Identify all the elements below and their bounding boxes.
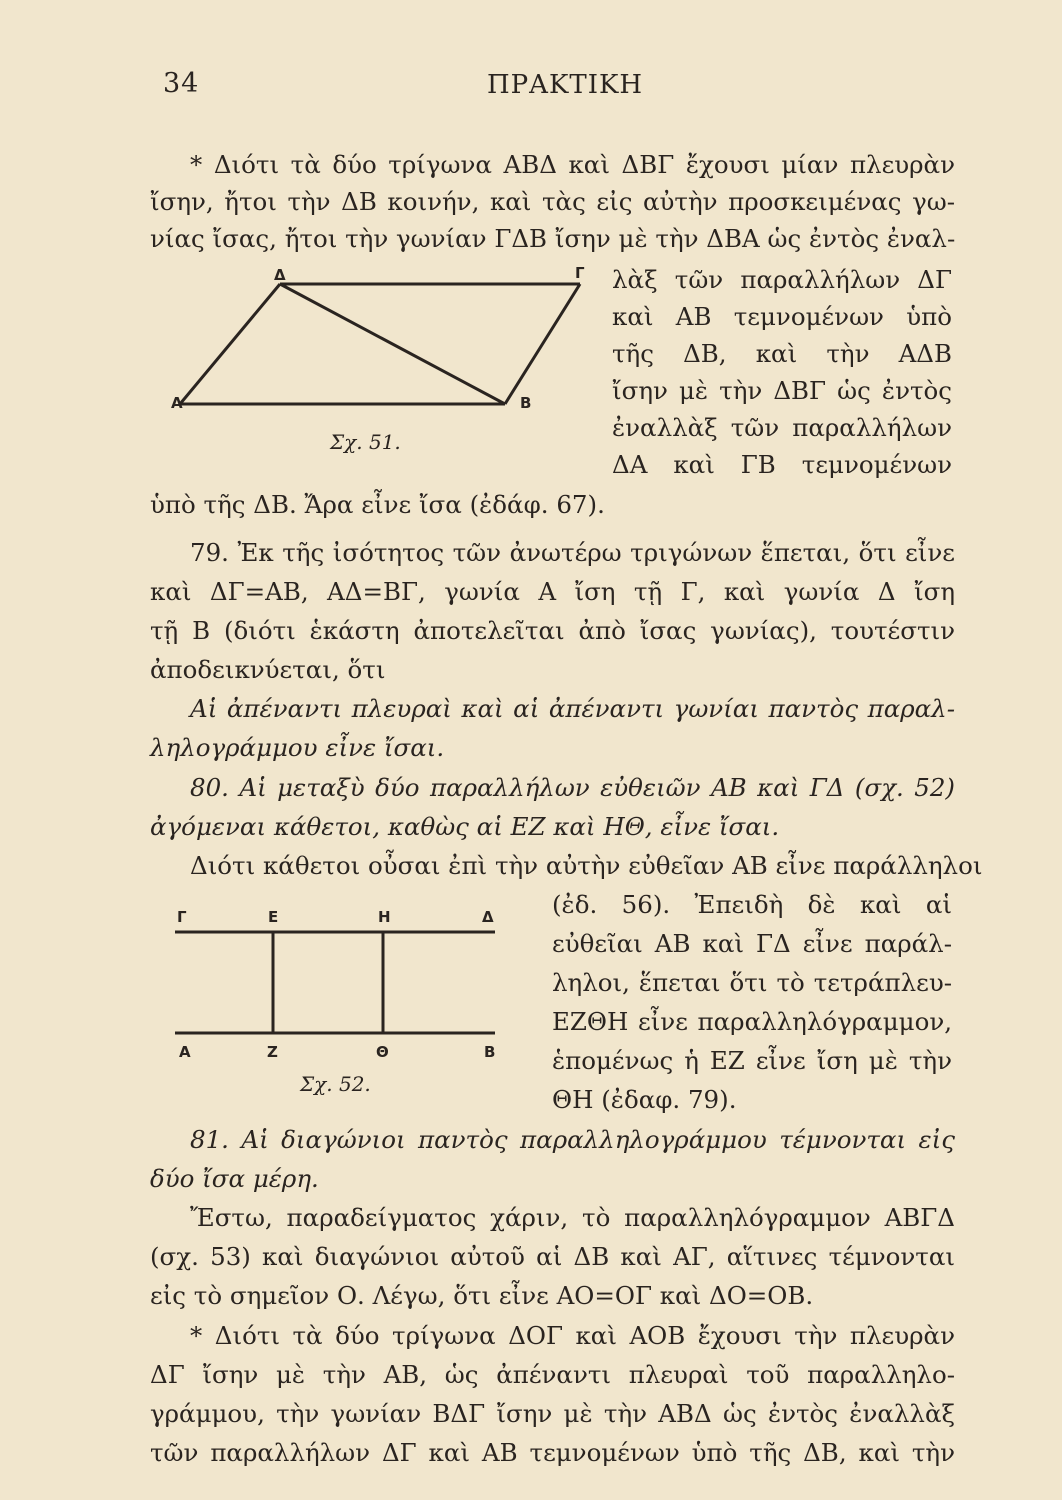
text-line: ὑπὸ τῆς ΔΒ. Ἄρα εἶνε ἴσα (ἐδάφ. 67).: [150, 490, 605, 519]
text-line: * Διότι τὰ δύο τρίγωνα ΔΟΓ καὶ ΑΟΒ ἔχουσι τὴν πλευρὰν: [190, 1321, 955, 1350]
text-line: ἴσην μὲ τὴν ΔΒΓ ὡς ἐντὸς: [612, 376, 952, 405]
fig52-label-eta: Η: [378, 908, 391, 926]
text-line: τῆς ΔΒ, καὶ τὴν ΑΔΒ: [612, 339, 952, 368]
fig51-label-delta: Δ: [274, 266, 286, 284]
text-line: ΔΑ καὶ ΓΒ τεμνομένων: [612, 450, 952, 479]
text-line: ΘΗ (ἐδαφ. 79).: [552, 1085, 737, 1114]
text-line: τῇ Β (διότι ἑκάστη ἀποτελεῖται ἀπὸ ἴσας γωνίας), τουτέστιν: [150, 616, 955, 645]
theorem-line: 80. Αἱ μεταξὺ δύο παραλλήλων εὐθειῶν ΑΒ καὶ ΓΔ (σχ. 52): [190, 773, 955, 802]
theorem-line: ἀγόμεναι κάθετοι, καθὼς αἱ ΕΖ καὶ ΗΘ, εἶνε ἴσαι.: [150, 812, 780, 841]
fig51-label-alpha: Α: [171, 394, 183, 412]
fig52-label-theta: Θ: [376, 1043, 389, 1061]
running-title: ΠΡΑΚΤΙΚΗ: [487, 70, 644, 100]
fig51-caption: Σχ. 51.: [330, 430, 401, 454]
fig52-label-beta: Β: [484, 1043, 496, 1061]
text-line: Ἔστω, παραδείγματος χάριν, τὸ παραλληλόγραμμον ΑΒΓΔ: [190, 1203, 955, 1232]
text-line: λὰξ τῶν παραλλήλων ΔΓ: [612, 265, 952, 294]
text-line: νίας ἴσας, ἤτοι τὴν γωνίαν ΓΔΒ ἴσην μὲ τὴν ΔΒΑ ὡς ἐντὸς ἐναλ-: [150, 224, 956, 253]
text-line: ἐναλλὰξ τῶν παραλλήλων: [612, 413, 952, 442]
text-line: γράμμου, τὴν γωνίαν ΒΔΓ ἴσην μὲ τὴν ΑΒΔ ὡς ἐντὸς ἐναλλὰξ: [150, 1399, 955, 1428]
fig51-label-beta: Β: [520, 394, 532, 412]
page-number: 34: [163, 68, 200, 99]
text-line: * Διότι τὰ δύο τρίγωνα ΑΒΔ καὶ ΔΒΓ ἔχουσι μίαν πλευρὰν: [190, 150, 955, 179]
text-line: ἴσην, ἤτοι τὴν ΔΒ κοινήν, καὶ τὰς εἰς αὐτὴν προσκειμένας γω-: [150, 187, 955, 216]
theorem-line: Αἱ ἀπέναντι πλευραὶ καὶ αἱ ἀπέναντι γωνίαι παντὸς παραλ-: [190, 694, 955, 723]
text-line: ἑπομένως ἡ ΕΖ εἶνε ἴση μὲ τὴν: [552, 1046, 952, 1075]
text-line: ΕΖΘΗ εἶνε παραλληλόγραμμον,: [552, 1007, 952, 1036]
text-line: 79. Ἐκ τῆς ἰσότητος τῶν ἀνωτέρω τριγώνων ἕπεται, ὅτι εἶνε: [190, 538, 955, 567]
text-line: ΔΓ ἴσην μὲ τὴν ΑΒ, ὡς ἀπέναντι πλευραὶ τοῦ παραλληλο-: [150, 1360, 955, 1389]
text-line: Διότι κάθετοι οὖσαι ἐπὶ τὴν αὐτὴν εὐθεῖαν ΑΒ εἶνε παράλληλοι: [190, 851, 983, 880]
fig52-label-alpha: Α: [179, 1043, 191, 1061]
text-line: εὐθεῖαι ΑΒ καὶ ΓΔ εἶνε παράλ-: [552, 929, 952, 958]
text-line: ἀποδεικνύεται, ὅτι: [150, 655, 386, 684]
figure-52-parallels: [170, 920, 500, 1040]
theorem-line: 81. Αἱ διαγώνιοι παντὸς παραλληλογράμμου τέμνονται εἰς: [190, 1125, 955, 1154]
text-line: (ἐδ. 56). Ἐπειδὴ δὲ καὶ αἱ: [552, 890, 952, 919]
text-line: εἰς τὸ σημεῖον Ο. Λέγω, ὅτι εἶνε ΑΟ=ΟΓ καὶ ΔΟ=ΟΒ.: [150, 1281, 814, 1310]
text-line: (σχ. 53) καὶ διαγώνιοι αὐτοῦ αἱ ΔΒ καὶ ΑΓ, αἵτινες τέμνονται: [150, 1242, 955, 1271]
theorem-line: δύο ἴσα μέρη.: [150, 1164, 319, 1193]
fig52-label-zeta: Ζ: [267, 1043, 278, 1061]
theorem-line: ληλογράμμου εἶνε ἴσαι.: [150, 733, 445, 762]
text-line: καὶ ΑΒ τεμνομένων ὑπὸ: [612, 302, 952, 331]
fig52-label-epsilon: Ε: [268, 908, 279, 926]
text-line: τῶν παραλλήλων ΔΓ καὶ ΑΒ τεμνομένων ὑπὸ τῆς ΔΒ, καὶ τὴν: [150, 1438, 955, 1467]
text-line: ληλοι, ἕπεται ὅτι τὸ τετράπλευ-: [552, 968, 952, 997]
fig52-caption: Σχ. 52.: [300, 1072, 371, 1096]
fig51-label-gamma: Γ: [575, 264, 585, 282]
fig52-label-gamma: Γ: [177, 908, 187, 926]
fig52-label-delta: Δ: [482, 908, 494, 926]
text-line: καὶ ΔΓ=ΑΒ, ΑΔ=ΒΓ, γωνία Α ἴση τῇ Γ, καὶ γωνία Δ ἴση: [150, 577, 955, 606]
